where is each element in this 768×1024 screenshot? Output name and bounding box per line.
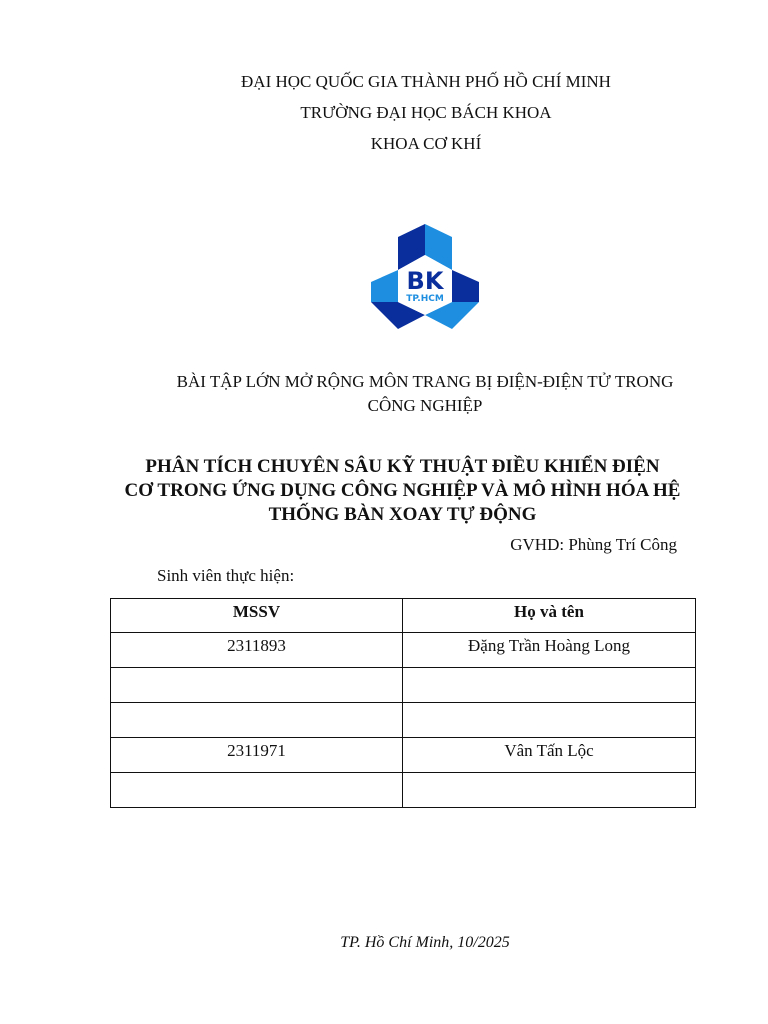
subject-line-2: CÔNG NGHIỆP [367,396,483,415]
bk-logo [368,224,482,332]
table-header-row [111,599,696,633]
title-line-1: PHÂN TÍCH CHUYÊN SÂU KỸ THUẬT ĐIỀU KHIỂN ĐIỆN [145,456,660,477]
student-name-cell [403,703,696,738]
student-name-cell [403,668,696,703]
header-full-name: Họ và tên [403,599,696,633]
university-name: ĐẠI HỌC QUỐC GIA THÀNH PHỐ HỒ CHÍ MINH [241,72,611,91]
members-table [110,598,696,808]
subject-line-1: BÀI TẬP LỚN MỞ RỘNG MÔN TRANG BỊ ĐIỆN-ĐIỆN TỬ TRONG [176,372,674,391]
table-row [111,668,696,703]
student-id-cell [111,668,403,703]
student-name-cell: Vân Tấn Lộc [403,738,696,773]
table-row [111,738,696,773]
table-row [111,773,696,808]
header-student-id: MSSV [111,599,403,633]
student-id-cell [111,773,403,808]
place-date: TP. Hồ Chí Minh, 10/2025 [340,934,510,951]
advisor: GVHD: Phùng Trí Công [510,535,677,554]
student-name-cell: Đặng Trần Hoàng Long [403,633,696,668]
faculty-name: KHOA CƠ KHÍ [370,134,482,153]
table-row [111,703,696,738]
logo-subtext: TP.HCM [406,294,444,304]
logo-text: BK [406,267,444,295]
student-id-cell: 2311971 [111,738,403,773]
title-line-2: CƠ TRONG ỨNG DỤNG CÔNG NGHIỆP VÀ MÔ HÌNH HÓA HỆ [124,480,681,501]
report-title [110,455,695,527]
student-name-cell [403,773,696,808]
student-id-cell: 2311893 [111,633,403,668]
student-id-cell [111,703,403,738]
students-label: Sinh viên thực hiện: [157,566,295,585]
bk-logo-icon [368,224,482,332]
assignment-subject [150,370,700,418]
title-line-3: THỐNG BÀN XOAY TỰ ĐỘNG [268,504,537,525]
table-row [111,633,696,668]
school-name: TRƯỜNG ĐẠI HỌC BÁCH KHOA [300,103,552,122]
